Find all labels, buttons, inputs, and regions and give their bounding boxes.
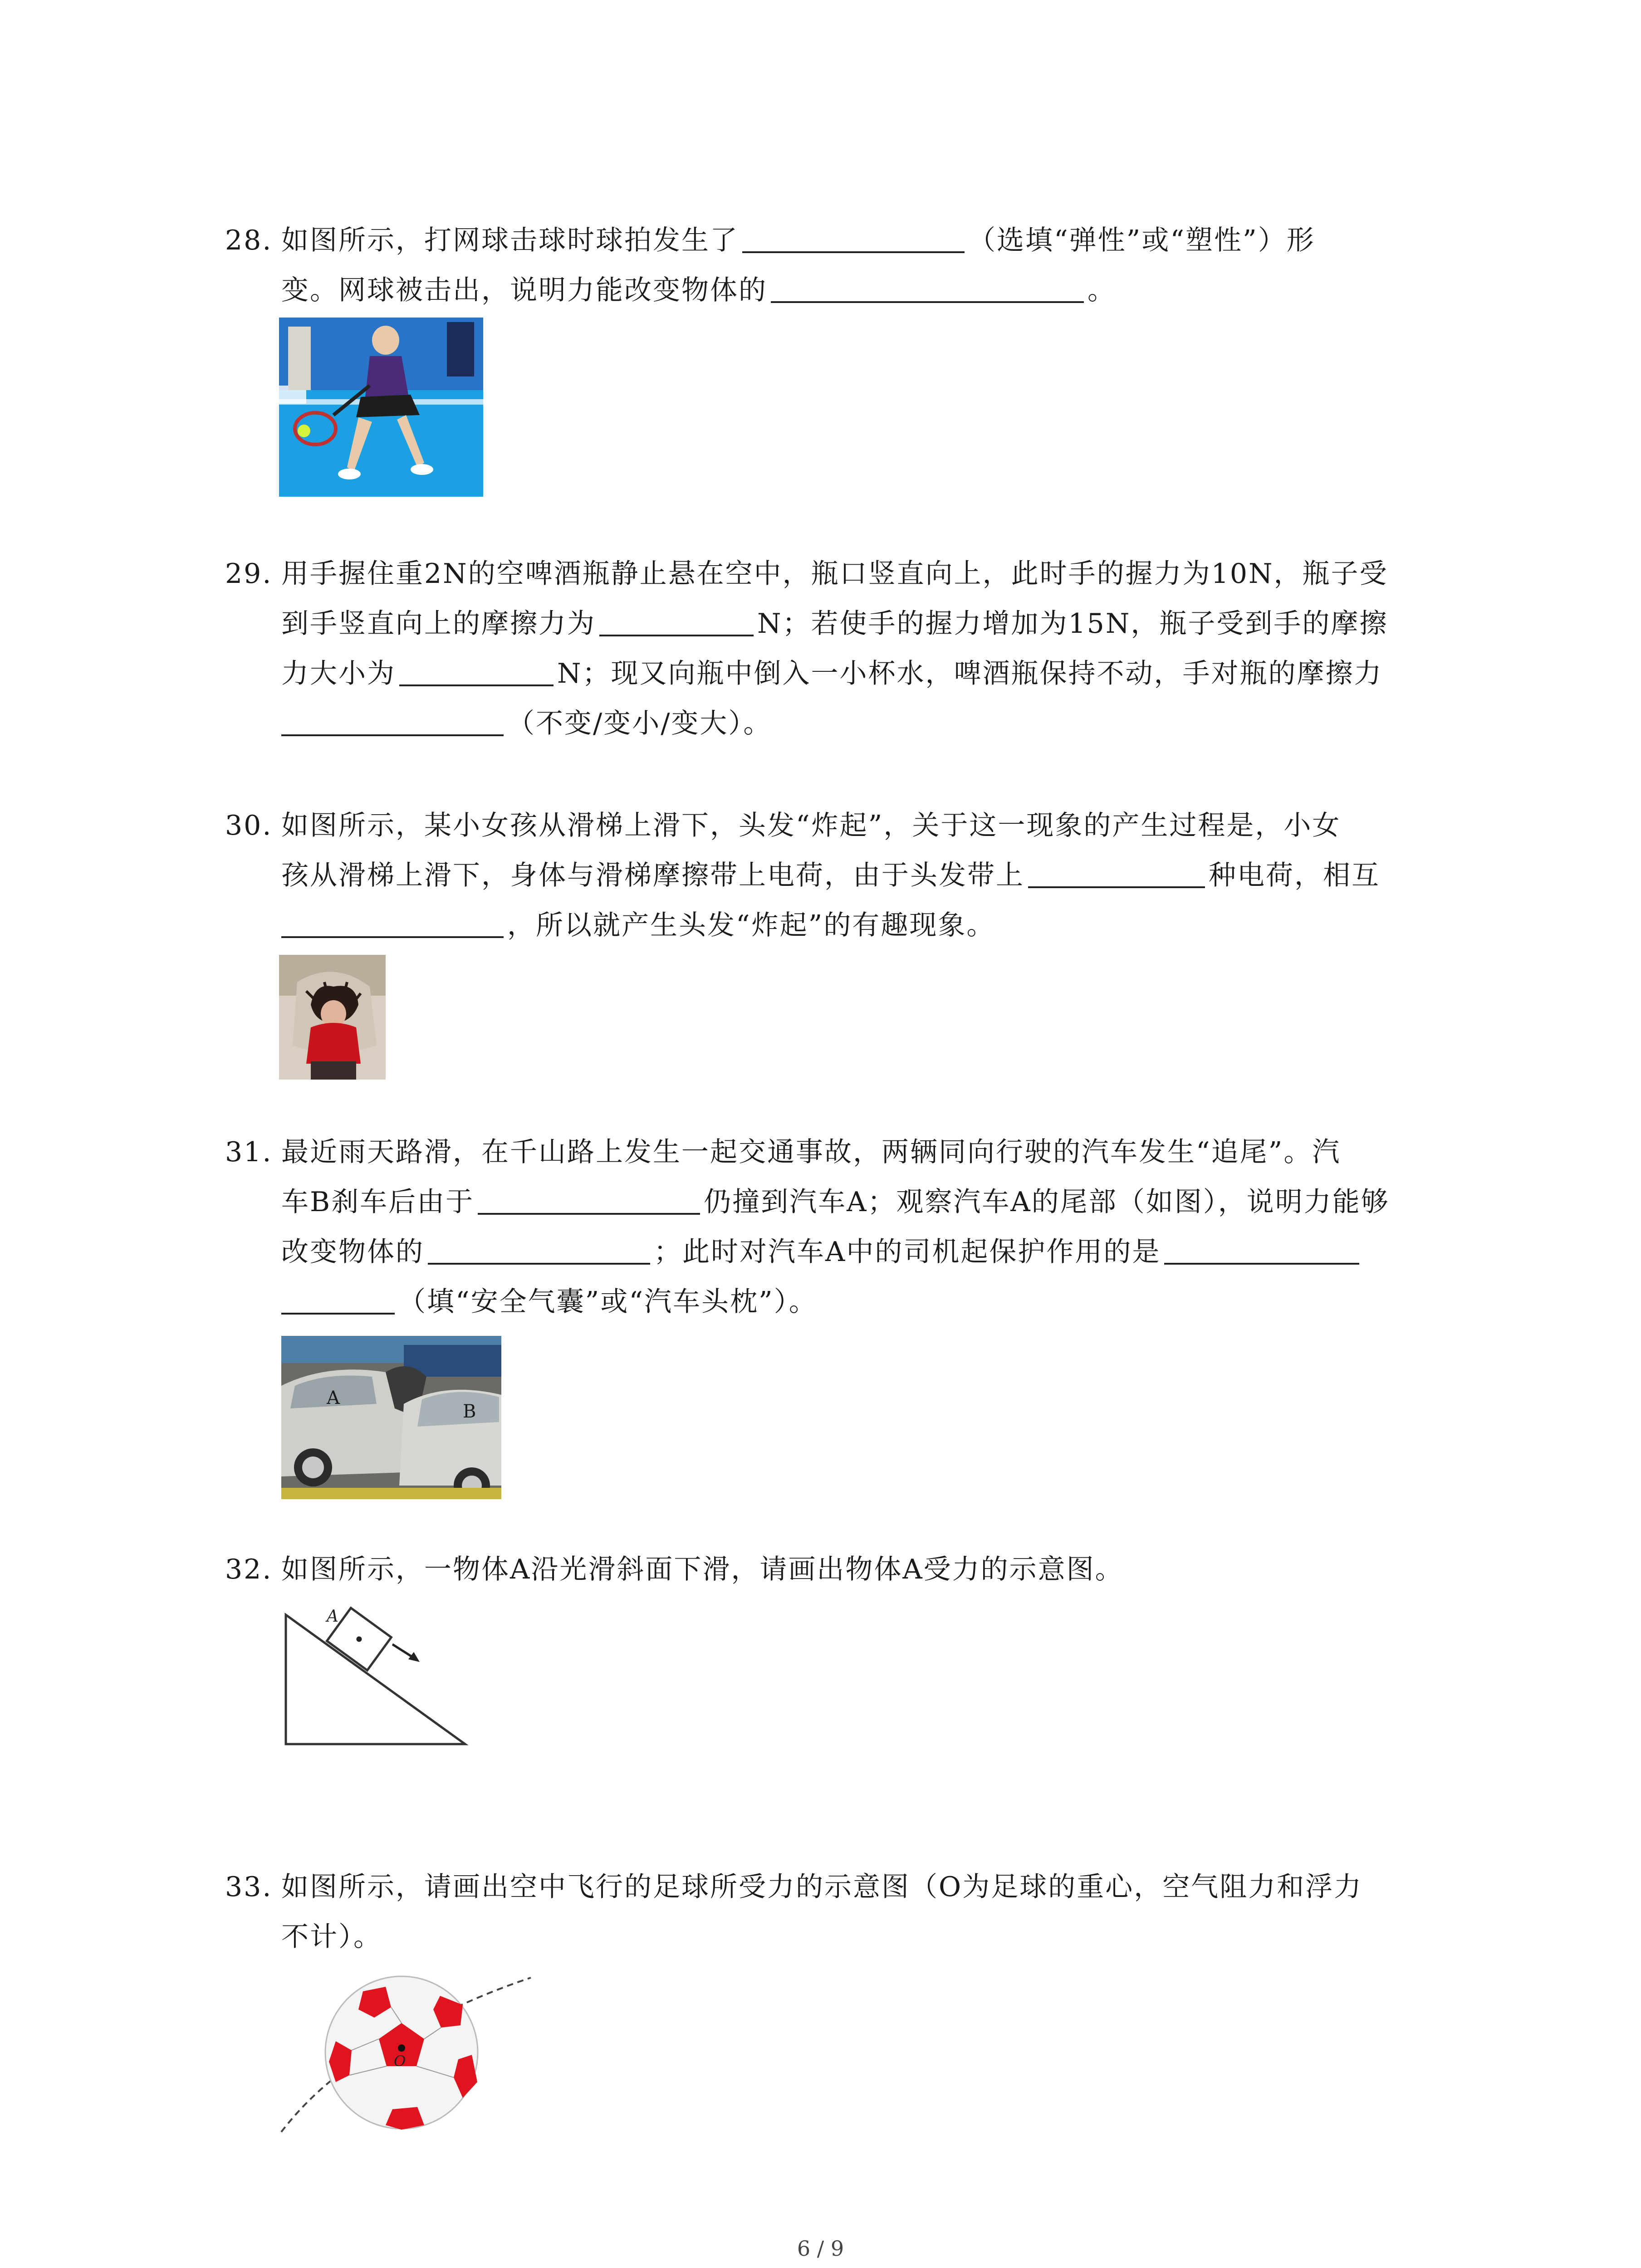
car-b-label: B: [463, 1401, 476, 1422]
tennis-player-image: [279, 318, 483, 497]
q30-blank-2[interactable]: [281, 909, 504, 938]
q31-line-3: 改变物体的 ；此时对汽车A中的司机起保护作用的是: [281, 1234, 1363, 1270]
q29-blank-2[interactable]: [399, 657, 554, 686]
q30-blank-1[interactable]: [1028, 859, 1205, 888]
q31-number: 31.: [225, 1136, 273, 1168]
q31-line-1: 31. 最近雨天路滑，在千山路上发生一起交通事故，两辆同向行驶的汽车发生“追尾”。汽: [225, 1134, 1341, 1170]
girl-slide-image: [279, 955, 386, 1080]
q31-blank-2[interactable]: [428, 1236, 650, 1265]
q32-line-1: 32. 如图所示，一物体A沿光滑斜面下滑，请画出物体A受力的示意图。: [225, 1551, 1124, 1588]
car-collision-image: [281, 1336, 501, 1499]
q30-line-2: 孩从滑梯上滑下，身体与滑梯摩擦带上电荷，由于头发带上 种电荷，相互: [281, 860, 1380, 891]
q28-blank-2[interactable]: [771, 274, 1084, 303]
q30-line-1: 30. 如图所示，某小女孩从滑梯上滑下，头发“炸起”，关于这一现象的产生过程是，小女: [225, 807, 1341, 844]
q29-line-2: 到手竖直向上的摩擦力为 N；若使手的握力增加为15N，瓶子受到手的摩擦: [281, 608, 1388, 640]
q29-number: 29.: [225, 558, 273, 590]
q31-line-4: （填“安全气囊”或“汽车头枕”）。: [281, 1284, 818, 1320]
q29-blank-3[interactable]: [281, 707, 504, 736]
q33-number: 33.: [225, 1871, 273, 1903]
car-a-label: A: [327, 1388, 340, 1408]
q33-line-2: 不计）。: [281, 1921, 382, 1953]
q28-number: 28.: [225, 225, 273, 256]
q31-blank-3[interactable]: [1164, 1236, 1359, 1265]
q28-blank-1[interactable]: [742, 224, 965, 253]
q29-blank-1[interactable]: [599, 607, 754, 636]
q31-line-2: 车B刹车后由于 仍撞到汽车A；观察汽车A的尾部（如图），说明力能够: [281, 1186, 1390, 1218]
q31-blank-3-cont: [281, 1286, 395, 1315]
incline-label-a: A: [327, 1607, 338, 1626]
q28-line-2: 变。网球被击出，说明力能改变物体的 。: [281, 274, 1116, 306]
page-number: 6 / 9: [797, 2236, 844, 2261]
q29-line-4: （不变/变小/变大）。: [281, 705, 772, 742]
q28-line-1: 28. 如图所示，打网球击球时球拍发生了 （选填“弹性”或“塑性”）形: [225, 222, 1315, 259]
q29-line-3: 力大小为 N；现又向瓶中倒入一小杯水，啤酒瓶保持不动，手对瓶的摩擦力: [281, 658, 1383, 689]
q30-line-3: ，所以就产生头发“炸起”的有趣现象。: [281, 907, 995, 943]
incline-diagram: [272, 1601, 476, 1751]
q33-line-1: 33. 如图所示，请画出空中飞行的足球所受力的示意图（O为足球的重心，空气阻力和浮力: [225, 1869, 1362, 1905]
ball-label-o: O: [394, 2053, 406, 2070]
q30-number: 30.: [225, 810, 273, 841]
q31-blank-1[interactable]: [478, 1186, 700, 1215]
soccer-ball-diagram: [272, 1969, 535, 2136]
q29-line-1: 29. 用手握住重2N的空啤酒瓶静止悬在空中，瓶口竖直向上，此时手的握力为10N，瓶子受: [225, 556, 1388, 592]
q32-number: 32.: [225, 1554, 273, 1585]
